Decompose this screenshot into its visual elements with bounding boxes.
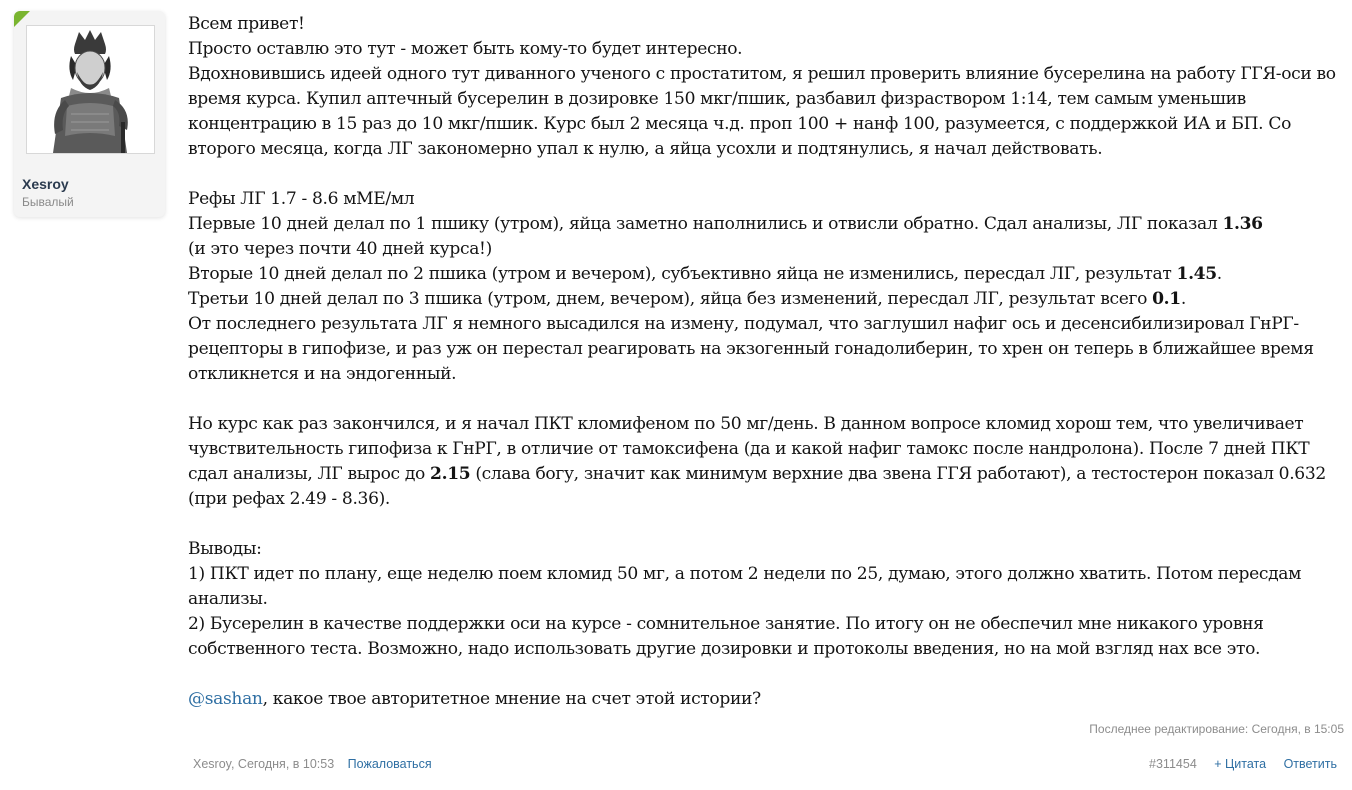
lh-value-2: 1.45 — [1176, 264, 1217, 284]
post-first-result: Первые 10 дней делал по 1 пшику (утром), яйца заметно наполнились и отвисли обратно. Сдал анализы, ЛГ показал 1.36 (и это через почти 40 дней курса!) — [188, 214, 1263, 259]
author-name[interactable]: Xesroy — [22, 176, 69, 192]
post-permalink[interactable]: #311454 — [1149, 757, 1197, 771]
user-card — [14, 11, 165, 217]
post-second-result: Вторые 10 дней делал по 2 пшика (утром и вечером), субъективно яйца не изменились, пересдал ЛГ, результат 1.45. — [188, 264, 1222, 284]
knight-portrait-icon — [27, 26, 154, 153]
user-mention-link[interactable]: @sashan — [188, 689, 263, 709]
post-body — [188, 12, 1348, 712]
post-greeting: Всем привет! — [188, 14, 305, 34]
post-pct-paragraph: Но курс как раз закончился, и я начал ПКТ кломифеном по 50 мг/день. В данном вопросе кломид хорош тем, что увеличивает чувствительность гипофиза к ГнРГ, в отличие от тамоксифена (да и какой нафиг тамокс после нандролона). После 7 дней ПКТ сдал анализы, ЛГ вырос до 2.15 (слава богу, значит как минимум верхние два звена ГГЯ работают), а тестостерон показал 0.632 (при рефах 2.49 - 8.36). — [188, 414, 1326, 509]
post-intro: Просто оставлю это тут - может быть кому-то будет интересно. — [188, 39, 743, 59]
post-footer — [193, 757, 1343, 771]
post-conclusion-1: 1) ПКТ идет по плану, еще неделю поем кломид 50 мг, а потом 2 недели по 25, думаю, этого должно хватить. Потом пересдам анализы. — [188, 564, 1302, 609]
post-meta[interactable]: Xesroy, Сегодня, в 10:53 — [193, 757, 335, 771]
post-conclusions-heading: Выводы: — [188, 539, 262, 559]
lh-value-3: 0.1 — [1152, 289, 1181, 309]
report-link[interactable]: Пожаловаться — [347, 757, 432, 771]
post-paragraph: Вдохновившись идеей одного тут диванного ученого с простатитом, я решил проверить влияние бусерелина на работу ГГЯ-оси во время курса. Купил аптечный бусерелин в дозировке 150 мкг/пшик, разбавил физраствором 1:14, тем самым уменьшив концентрацию в 15 раз до 10 мкг/пшик. Курс был 2 месяца ч.д. проп 100 + нанф 100, разумеется, с поддержкой ИА и БП. Со второго месяца, когда ЛГ закономерно упал к нулю, а яйца усохли и подтянулись, я начал действовать. — [188, 64, 1336, 159]
reply-button[interactable]: Ответить — [1283, 757, 1337, 771]
avatar[interactable] — [26, 25, 155, 154]
online-indicator-icon — [14, 11, 30, 27]
last-edit-note: Последнее редактирование: Сегодня, в 15:05 — [1089, 722, 1344, 736]
lh-value-1: 1.36 — [1222, 214, 1263, 234]
lh-value-4: 2.15 — [430, 464, 471, 484]
post-third-result: Третьи 10 дней делал по 3 пшика (утром, днем, вечером), яйца без изменений, пересдал ЛГ, результат всего 0.1. — [188, 289, 1186, 309]
post-question: @sashan, какое твое авторитетное мнение на счет этой истории? — [188, 689, 761, 709]
post-conclusion-2: 2) Бусерелин в качестве поддержки оси на курсе - сомнительное занятие. По итогу он не обеспечил мне никакого уровня собственного теста. Возможно, надо использовать другие дозировки и протоколы введения, но на мой взгляд нах все это. — [188, 614, 1264, 659]
author-title: Бывалый — [22, 195, 74, 209]
quote-button[interactable]: + Цитата — [1214, 757, 1267, 771]
post-refs: Рефы ЛГ 1.7 - 8.6 мМЕ/мл — [188, 189, 415, 209]
post-paragraph: От последнего результата ЛГ я немного высадился на измену, подумал, что заглушил нафиг ось и десенсибилизировал ГнРГ-рецепторы в гипофизе, и раз уж он перестал реагировать на экзогенный гонадолиберин, то хрен он теперь в ближайшее время откликнется и на эндогенный. — [188, 314, 1314, 384]
